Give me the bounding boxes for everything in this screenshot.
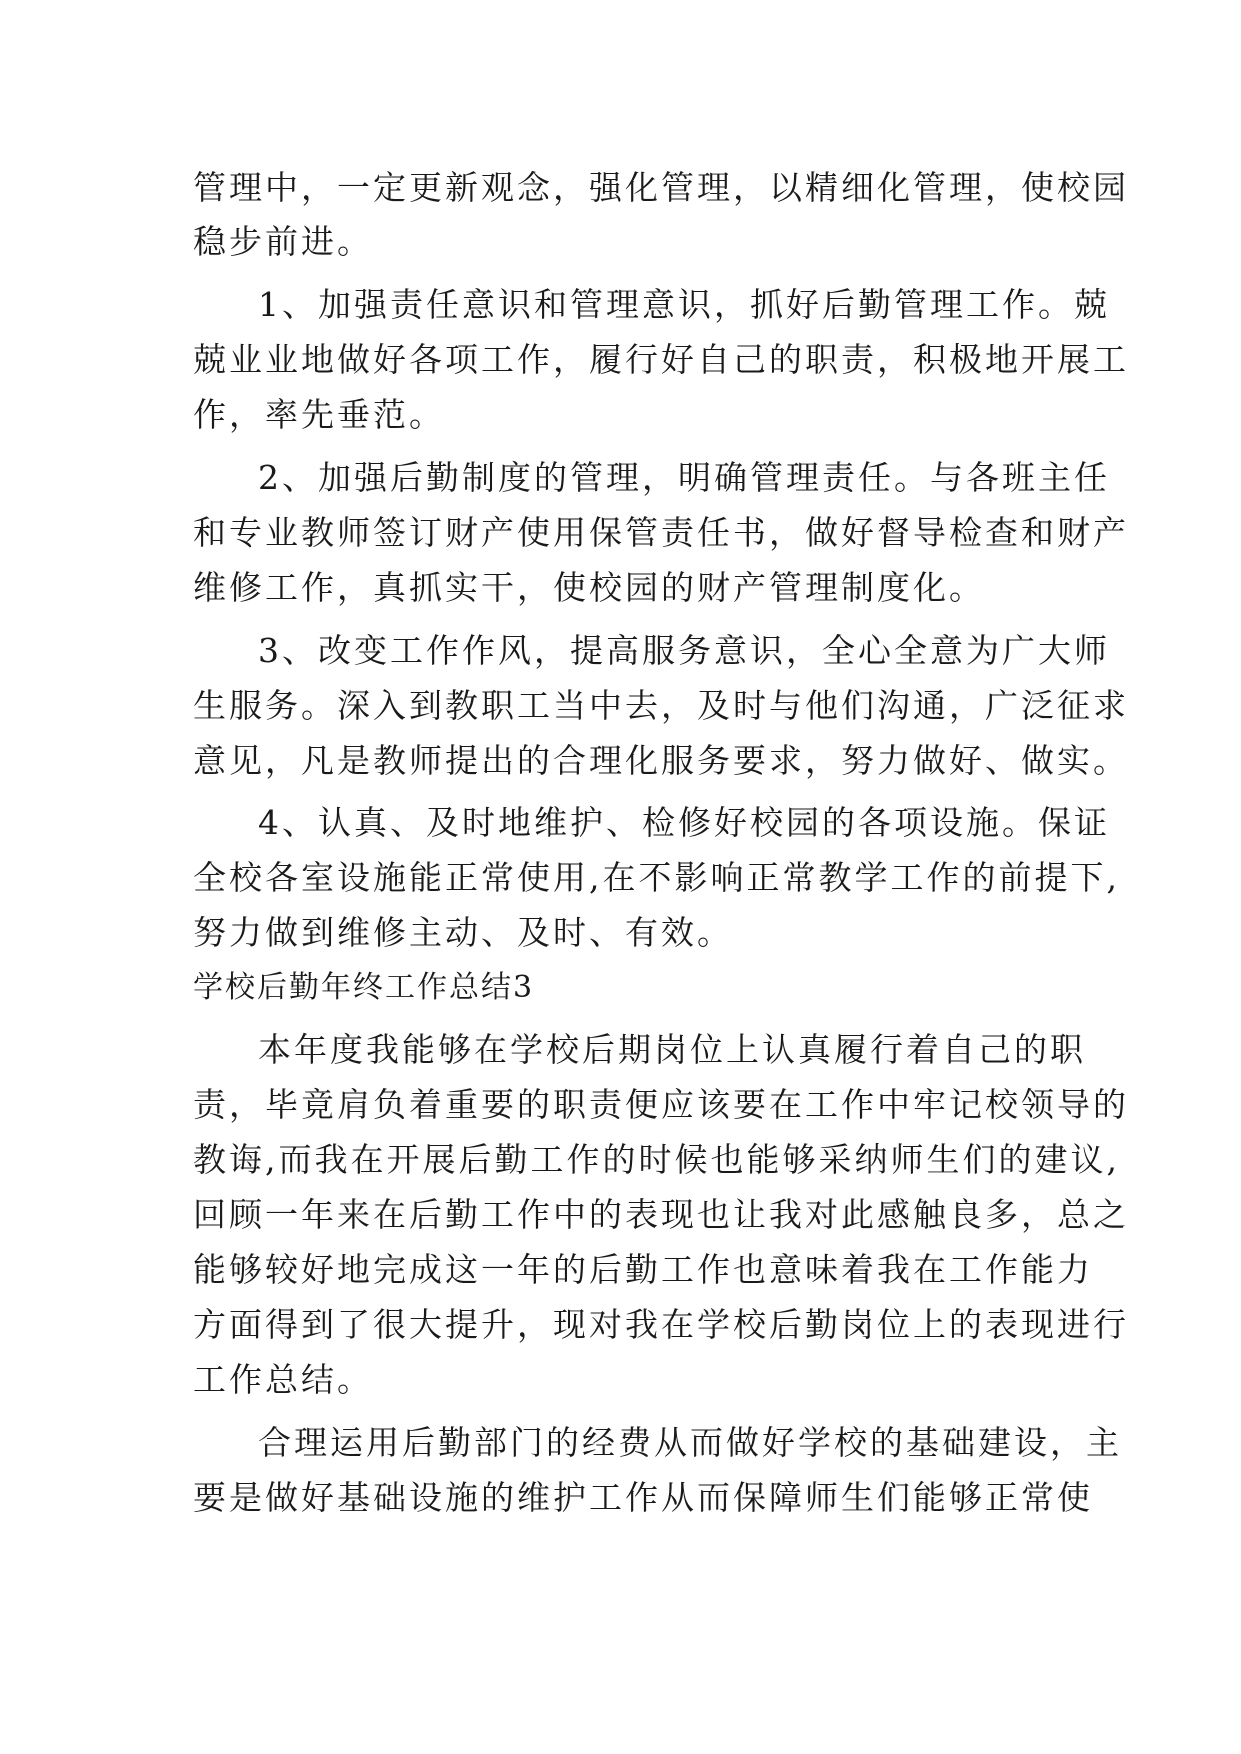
paragraph-6-start: 合理运用后勤部门的经费从而做好学校的基础建设，主 (258, 1423, 1122, 1462)
paragraph-3-start: 3、改变工作作风，提高服务意识，全心全意为广大师 (258, 631, 1110, 670)
text-line: 要是做好基础设施的维护工作从而保障师生们能够正常使 (193, 1478, 1093, 1517)
section-heading: 学校后勤年终工作总结3 (193, 970, 535, 1005)
text-line: 稳步前进。 (193, 222, 373, 261)
text-line: 维修工作，真抓实干，使校园的财产管理制度化。 (193, 568, 985, 607)
text-line: 全校各室设施能正常使用,在不影响正常教学工作的前提下, (193, 858, 1120, 897)
text-line: 方面得到了很大提升，现对我在学校后勤岗位上的表现进行 (193, 1305, 1129, 1344)
text-line: 意见，凡是教师提出的合理化服务要求，努力做好、做实。 (193, 741, 1129, 780)
text-line: 回顾一年来在后勤工作中的表现也让我对此感触良多，总之 (193, 1195, 1129, 1234)
text-line: 能够较好地完成这一年的后勤工作也意味着我在工作能力 (193, 1250, 1093, 1289)
text-line: 努力做到维修主动、及时、有效。 (193, 913, 733, 952)
text-line: 作，率先垂范。 (193, 395, 445, 434)
text-line: 教诲,而我在开展后勤工作的时候也能够采纳师生们的建议, (193, 1140, 1120, 1179)
text-line: 责，毕竟肩负着重要的职责便应该要在工作中牢记校领导的 (193, 1085, 1129, 1124)
text-line: 管理中，一定更新观念，强化管理，以精细化管理，使校园 (193, 168, 1129, 207)
paragraph-1-start: 1、加强责任意识和管理意识，抓好后勤管理工作。兢 (258, 285, 1110, 324)
text-line: 和专业教师签订财产使用保管责任书，做好督导检查和财产 (193, 513, 1129, 552)
text-line: 工作总结。 (193, 1360, 373, 1399)
paragraph-5-start: 本年度我能够在学校后期岗位上认真履行着自己的职 (258, 1030, 1086, 1069)
text-line: 兢业业地做好各项工作，履行好自己的职责，积极地开展工 (193, 340, 1129, 379)
paragraph-4-start: 4、认真、及时地维护、检修好校园的各项设施。保证 (258, 803, 1110, 842)
text-line: 生服务。深入到教职工当中去，及时与他们沟通，广泛征求 (193, 686, 1129, 725)
paragraph-2-start: 2、加强后勤制度的管理，明确管理责任。与各班主任 (258, 458, 1110, 497)
